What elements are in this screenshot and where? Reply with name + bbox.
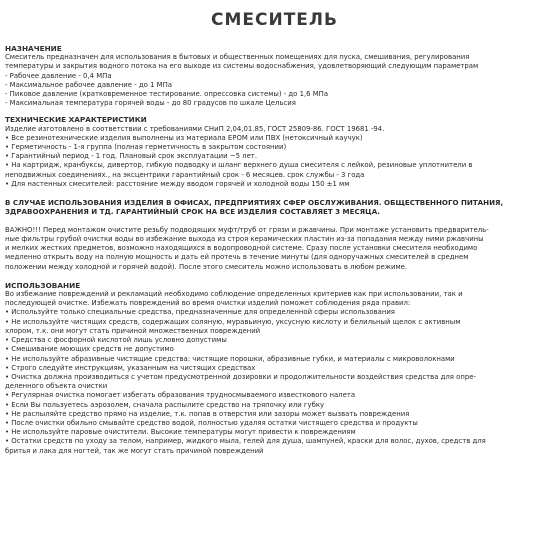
usage-line: • Остатки средств по уходу за телом, например, жидкого мыла, гелей для душа, шампуней, краски для волос, духов, средств для — [5, 437, 486, 446]
important-line: положении между холодной и горячей водой). После этого смеситель можно использовать в любом режиме. — [5, 262, 408, 271]
usage-line: • Смешивание моющих средств не допустимо — [5, 345, 174, 354]
purpose-line: - Максимальная температура горячей воды - до 80 градусов по шкале Цельсия — [5, 99, 296, 108]
specs-line: • На картридж, кранбуксы, дивертор, гибкую подводку и шланг верхнего душа смесителя с лейкой, резиновые уплотнители в — [5, 161, 473, 170]
usage-line: деленного объекта очистки — [5, 382, 108, 391]
usage-line: • Очистка должна производиться с учетом предусмотренной дозировки и продолжительности воздействия средства для опре- — [5, 372, 476, 381]
usage-line: последующей очистке. Избежать повреждений во время очистки изделий поможет соблюдения ряда правил: — [5, 299, 411, 308]
specs-line: неподвижных соединениях., на эксцентрики гарантийный срок - 6 месяцев. срок службы - 3 года — [5, 170, 365, 179]
important-line: медленно открыть воду на полную мощность и дать ей протечь в течение минуты (для одноручажных смесителей в среднем — [5, 253, 469, 262]
usage-line: • Строго следуйте инструкциям, указанным на чистящих средствах — [5, 363, 256, 372]
purpose-line: - Пиковое давление (кратковременное тестирование. опрессовка системы) - до 1,6 МПа — [5, 90, 329, 99]
specs-line: • Герметичность - 1-я группа (полная герметичность в закрытом состоянии) — [5, 143, 287, 152]
specs-line: • Все резинотехнические изделия выполнены из материала EPOM или ПВХ (нетоксичный каучук) — [5, 133, 363, 142]
office-notice-line: ЗДРАВООХРАНЕНИЯ И ТД. ГАРАНТИЙНЫЙ СРОК НА ВСЕ ИЗДЕЛИЯ СОСТАВЛЯЕТ 3 МЕСЯЦА. — [5, 207, 380, 217]
office-notice — [5, 198, 544, 217]
purpose-line: - Максимальное рабочее давление - до 1 МПа — [5, 80, 172, 89]
usage-line: • Не используйте паровые очистители. Высокие температуры могут привести к повреждениям — [5, 428, 356, 437]
office-notice-line: В СЛУЧАЕ ИСПОЛЬЗОВАНИЯ ИЗДЕЛИЯ В ОФИСАХ, ПРЕДПРИЯТИЯХ СФЕР ОБСЛУЖИВАНИЯ. ОБЩЕСТВЕННОГО ПИТАНИЯ, — [5, 198, 504, 208]
page-title: СМЕСИТЕЛЬ — [211, 10, 338, 30]
purpose-line: - Рабочее давление - 0,4 МПа — [5, 71, 112, 80]
usage-line: • Не используйте абразивные чистящие средства: чистящие порошки, абразивные губки, и материалы с микроволокнами — [5, 354, 455, 363]
important-line: и мелких жестких предметов, возможно находящихся в водопроводной системе. Сразу после установки смесителя необходимо — [5, 244, 478, 253]
purpose-section — [5, 44, 544, 108]
purpose-line: температуры и закрытия водного потока на его выходе из системы водоснабжения, удовлетворяющий следующим параметрам — [5, 62, 479, 71]
specs-line: Изделие изготовлено в соответствии с требованиями СНиП 2,04,01.85, ГОСТ 25809-86. ГОСТ 19681 -94. — [5, 124, 385, 133]
usage-line: бритья и лака для ногтей, так же могут стать причиной повреждений — [5, 446, 264, 455]
specs-line: • Гарантийный период - 1 год. Плановый срок эксплуатации ~5 лет. — [5, 152, 258, 161]
usage-line: • Не распыляйте средство прямо на изделие, т.к. попав в отверстия или зазоры может вызвать повреждения — [5, 409, 410, 418]
usage-section — [5, 281, 544, 456]
usage-line: хлором, т.к. они могут стать причиной множественных повреждений — [5, 326, 261, 335]
specs-section — [5, 115, 544, 189]
usage-line: • После очистки обильно смывайте средство водой, полностью удаляя остатки чистящего средства и продукты — [5, 418, 418, 427]
specs-heading: ТЕХНИЧЕСКИЕ ХАРАКТЕРИСТИКИ — [5, 115, 147, 125]
specs-line: • Для настенных смесителей: расстояние между вводом горячей и холодной воды 150 ±1 мм — [5, 179, 350, 188]
important-notice — [5, 226, 544, 272]
usage-line: • Не используйте чистящих средств, содержащих соляную, муравьиную, уксусную кислоту и белильный щелок с активным — [5, 317, 461, 326]
usage-line: Во избежание повреждений и рекламаций необходимо соблюдение определенных критериев как при использовании, так и — [5, 290, 463, 299]
important-line: ВАЖНО!!! Перед монтажом очистите резьбу подводящих муфт/труб от грязи и ржавчины. При монтаже установить предваритель- — [5, 225, 489, 234]
purpose-line: Смеситель предназначен для использования в бытовых и общественных помещениях для пуска, смешивания, регулирования — [5, 53, 470, 62]
usage-line: • Если Вы пользуетесь аэрозолем, сначала распылите средство на тряпочку или губку — [5, 400, 325, 409]
usage-line: • Регулярная очистка помогает избегать образования трудносмываемого известкового налета — [5, 391, 356, 400]
usage-line: • Средства с фосфорной кислотой лишь условно допустимы — [5, 336, 227, 345]
purpose-heading: НАЗНАЧЕНИЕ — [5, 44, 62, 53]
usage-heading: ИСПОЛЬЗОВАНИЕ — [5, 280, 81, 290]
usage-line: • Используйте только специальные средства, предназначенные для определенной сферы использования — [5, 308, 395, 317]
important-line: ные фильтры грубой очистки воды во избежание выхода из строя керамических пластин из-за попадания между ними ржавчины — [5, 235, 484, 244]
